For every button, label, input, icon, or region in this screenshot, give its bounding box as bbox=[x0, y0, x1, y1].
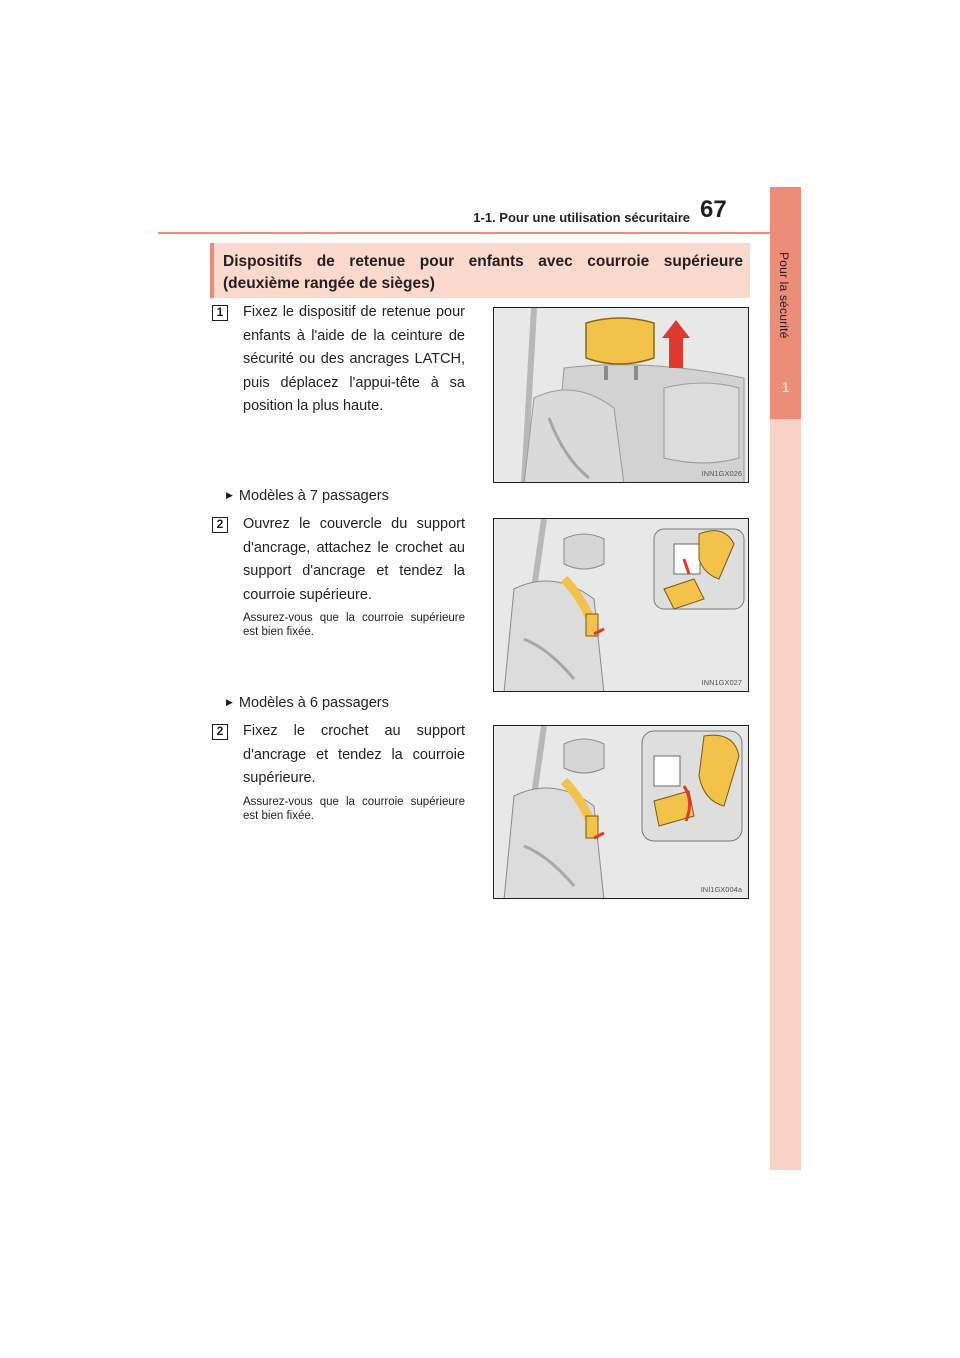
step-note: Assurez-vous que la courroie supérieure est bien fixée. bbox=[243, 612, 465, 638]
step-note: Assurez-vous que la courroie supérieure est bien fixée. bbox=[243, 796, 465, 822]
header-rule bbox=[158, 232, 800, 234]
step-number-badge: 1 bbox=[212, 305, 228, 321]
figure-anchor-6-seat bbox=[493, 725, 749, 899]
anchor-illustration-6 bbox=[494, 726, 749, 899]
headrest-illustration bbox=[494, 308, 749, 483]
figure-anchor-7-seat bbox=[493, 518, 749, 692]
model-variant-label: Modèles à 7 passagers bbox=[238, 488, 389, 504]
figure-code: INN1GX027 bbox=[701, 678, 742, 687]
figure-code: INI1GX004a bbox=[700, 885, 742, 894]
model-variant-label: Modèles à 6 passagers bbox=[238, 695, 389, 711]
figure-headrest-raise bbox=[493, 307, 749, 483]
chapter-label: Pour la sécurité bbox=[777, 252, 791, 339]
page-number: 67 bbox=[700, 196, 727, 223]
step-text: Fixez le dispositif de retenue pour enfants à l'aide de la ceinture de sécurité ou des ancrages LATCH, puis déplacez l'appui-tête à sa position la plus haute. bbox=[243, 304, 465, 414]
step-text: Ouvrez le couvercle du support d'ancrage, attachez le crochet au support d'ancrage et tendez la courroie supérieure. bbox=[243, 516, 465, 603]
running-head: 1-1. Pour une utilisation sécuritaire bbox=[473, 210, 690, 225]
section-title: Dispositifs de retenue pour enfants avec courroie supérieure (deuxième rangée de sièges) bbox=[223, 253, 743, 292]
step-text: Fixez le crochet au support d'ancrage et tendez la courroie supérieure. bbox=[243, 723, 465, 786]
anchor-illustration-7 bbox=[494, 519, 749, 692]
step-number-badge: 2 bbox=[212, 724, 228, 740]
step-number-badge: 2 bbox=[212, 517, 228, 533]
model-variant-7 bbox=[226, 488, 466, 504]
model-variant-6 bbox=[226, 695, 466, 711]
arrow-bullet-icon: ▶ bbox=[226, 490, 233, 500]
section-heading bbox=[210, 243, 750, 298]
arrow-bullet-icon: ▶ bbox=[226, 697, 233, 707]
figure-code: INN1GX026 bbox=[701, 469, 742, 478]
chapter-label-wrap bbox=[776, 252, 796, 452]
chapter-number: 1 bbox=[781, 379, 790, 395]
